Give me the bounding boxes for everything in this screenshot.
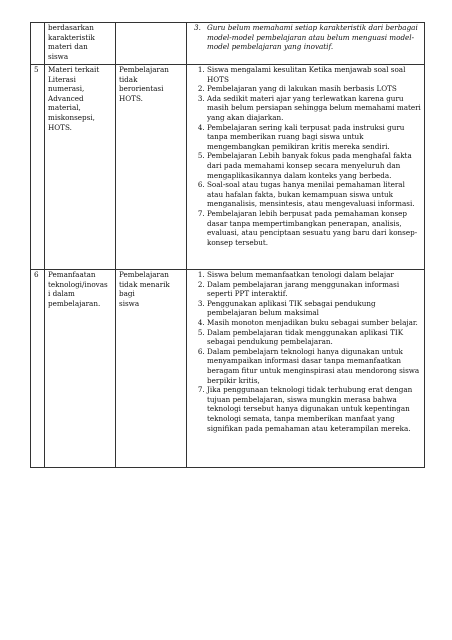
list-item: 1. Siswa mengalami kesulitan Ketika menjawab soal soal HOTS xyxy=(207,65,422,84)
list-item: 5. Pembelajaran Lebih banyak fokus pada menghafal fakta dari pada memahami konsep secara menyeluruh dan mengaplikasikannya dalam konteks yang berbeda. xyxy=(207,151,422,180)
list-item: 4. Masih monoton menjadikan buku sebagai sumber belajar. xyxy=(207,318,422,328)
list-item: 5. Dalam pembelajaran tidak menggunakan aplikasi TIK sebagai pendukung pembelajaran. xyxy=(207,328,422,347)
list-item: 2. Dalam pembelajaran jarang menggunakan informasi seperti PPT interaktif. xyxy=(207,280,422,299)
list-item: 1. Siswa belum memanfaatkan tenologi dalam belajar xyxy=(207,270,422,280)
aspect-cell: berdasarkan karakteristik materi dan siswa xyxy=(45,23,116,65)
row-number: 5 xyxy=(31,65,45,270)
table-row xyxy=(31,65,425,270)
list-item: 4. Pembelajaran sering kali terpusat pada instruksi guru tanpa memberikan ruang bagi siswa untuk mengembangkan pemikiran kritis mereka sendiri. xyxy=(207,123,422,152)
item-text: Guru belum memahami setiap karakteristik dari berbagai model-model pembelajaran atau belum menguasi model-model pembelajaran yang inovatif. xyxy=(207,23,418,52)
row-number xyxy=(31,23,45,65)
list-item xyxy=(190,23,422,52)
indicator-cell xyxy=(116,23,187,65)
findings-cell xyxy=(187,23,425,65)
findings-table xyxy=(30,22,425,468)
list-item: 7. Jika penggunaan teknologi tidak terhubung erat dengan tujuan pembelajaran, siswa mungkin merasa bahwa teknologi tersebut hanya digunakan untuk kepentingan teknologi semata, tanpa memberikan manfaat yang signifikan pada pemahaman atau keterampilan mereka. xyxy=(207,385,422,433)
list-item: 7. Pembelajaran lebih berpusat pada pemahaman konsep dasar tanpa mempertimbangkan penerapan, analisis, evaluasi, atau penciptaan sesuatu yang baru dari konsep-konsep tersebut. xyxy=(207,209,422,247)
indicator-cell: Pembelajaran tidak berorientasi HOTS. xyxy=(116,65,187,270)
list-item: 6. Soal-soal atau tugas hanya menilai pemahaman literal atau hafalan fakta, bukan kemampuan siswa untuk menganalisis, mensintesis, atau mengevaluasi informasi. xyxy=(207,180,422,209)
aspect-cell: Materi terkait Literasi numerasi, Advanced material, miskonsepsi, HOTS. xyxy=(45,65,116,270)
list-item: 2. Pembelajaran yang di lakukan masih berbasis LOTS xyxy=(207,84,422,94)
list-item: 3. Penggunakan aplikasi TIK sebagai pendukung pembelajaran belum maksimal xyxy=(207,299,422,318)
table-row xyxy=(31,270,425,468)
findings-list xyxy=(190,65,422,247)
findings-list xyxy=(190,270,422,433)
aspect-cell: Pemanfaatan teknologi/inovas i dalam pembelajaran. xyxy=(45,270,116,468)
list-item: 3. Ada sedikit materi ajar yang terlewatkan karena guru masih belum persiapan sehingga belum memahami materi yang akan diajarkan. xyxy=(207,94,422,123)
row-number: 6 xyxy=(31,270,45,468)
indicator-cell: Pembelajaran tidak menarik bagi siswa xyxy=(116,270,187,468)
findings-cell xyxy=(187,65,425,270)
findings-list xyxy=(190,23,422,52)
list-item: 6. Dalam pembelajarn teknologi hanya digunakan untuk menyampaikan informasi dasar tanpa memanfaatkan beragam fitur untuk menginspirasi atau mendorong siswa berpikir kritis, xyxy=(207,347,422,385)
findings-cell xyxy=(187,270,425,468)
table-row xyxy=(31,23,425,65)
item-number: 3. xyxy=(194,23,201,32)
